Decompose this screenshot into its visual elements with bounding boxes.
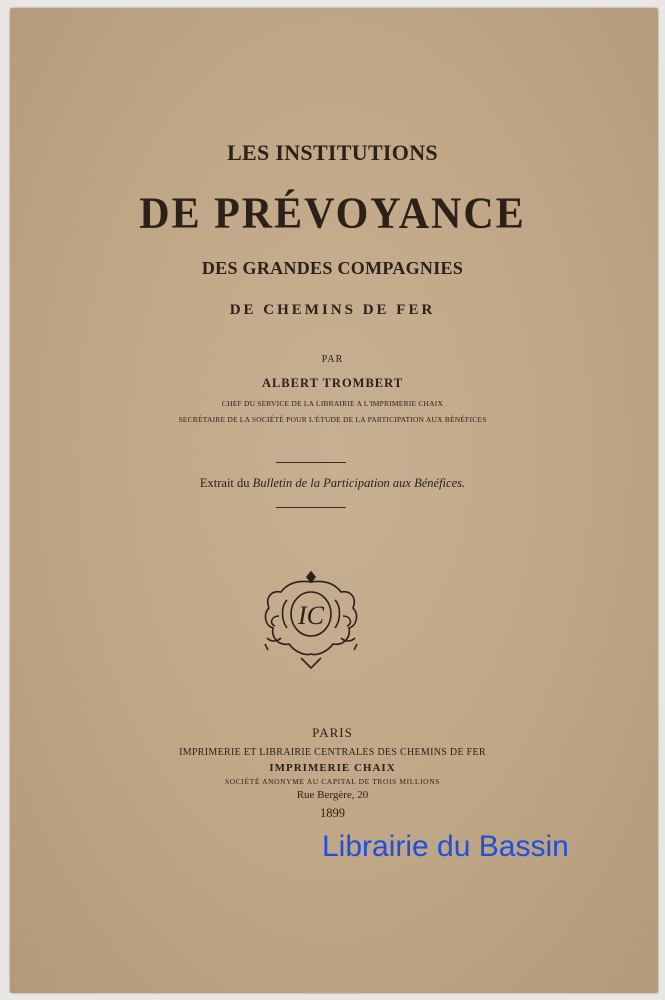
byline-par: PAR [321,354,344,365]
imprint-address: Rue Bergère, 20 [296,789,369,801]
title-line-3: DES GRANDES COMPAGNIES [201,258,464,278]
extract-bulletin: Bulletin de la Participation aux Bénéfices. [252,476,466,490]
author-name: ALBERT TROMBERT [261,376,404,390]
author-role-1: CHEF DU SERVICE DE LA LIBRAIRIE A L'IMPRIMERIE CHAIX [221,399,444,408]
extract-prefix: Extrait du [199,476,250,490]
divider-top [276,462,346,463]
title-line-4: DE CHEMINS DE FER [229,302,436,318]
imprint-line-2: IMPRIMERIE CHAIX [269,762,396,774]
author-role-2: SECRÉTAIRE DE LA SOCIÉTÉ POUR L'ÉTUDE DE LA PARTICIPATION AUX BÉNÉFICES [178,415,487,424]
imprint-year: 1899 [320,806,345,820]
extract-note [0,476,665,491]
divider-bottom [276,507,346,508]
seller-watermark: Librairie du Bassin [322,830,569,863]
imprint-city: PARIS [312,725,353,740]
imprimerie-chaix-monogram-icon [257,566,365,674]
imprint-line-1: IMPRIMERIE ET LIBRAIRIE CENTRALES DES CHEMINS DE FER [179,747,486,758]
title-line-1: LES INSTITUTIONS [227,140,438,165]
imprint-line-3: SOCIÉTÉ ANONYME AU CAPITAL DE TROIS MILLIONS [225,777,440,786]
logo-monogram: IC [298,601,324,630]
title-main: DE PRÉVOYANCE [139,189,526,239]
